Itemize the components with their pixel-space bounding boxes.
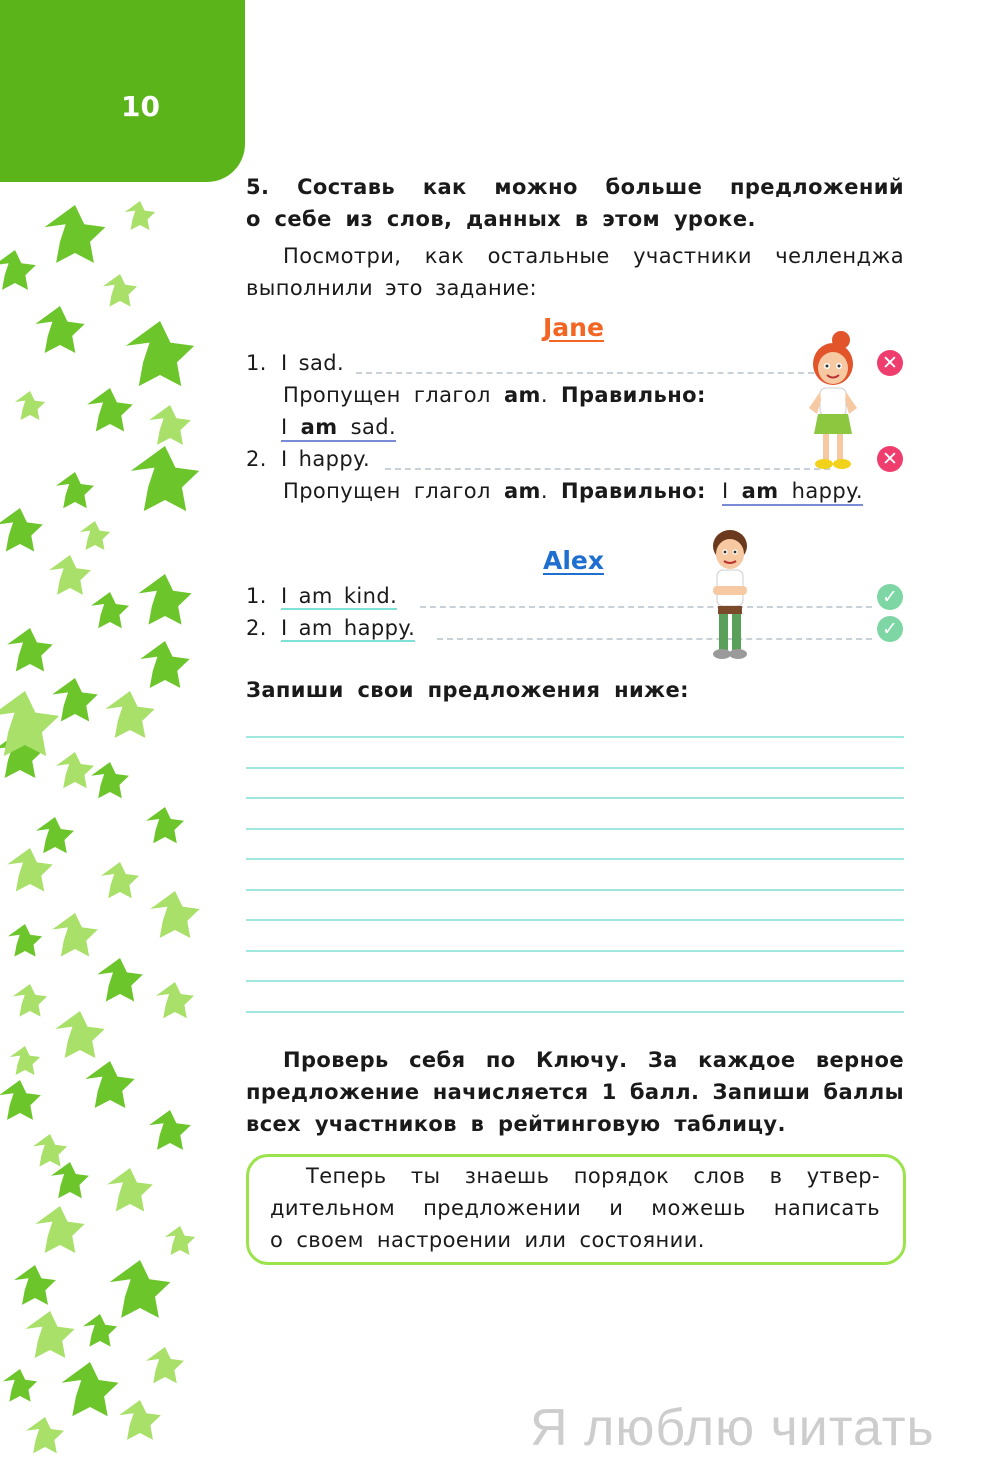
star-icon: [91, 592, 129, 628]
star-icon: [140, 641, 189, 688]
star-icon: [138, 574, 191, 625]
star-icon: [55, 1011, 104, 1058]
stars-decoration: [0, 182, 215, 1467]
star-icon: [15, 391, 45, 420]
jane-girl-illustration: [803, 330, 863, 472]
star-icon: [3, 1369, 37, 1402]
writing-line[interactable]: [246, 919, 904, 921]
star-icon: [0, 691, 59, 756]
star-icon: [7, 848, 53, 891]
star-icon: [51, 1162, 89, 1198]
note-line3: о своем настроении или состоянии.: [270, 1228, 705, 1252]
jane-item-text: I sad.: [281, 351, 345, 375]
dashed-line: [437, 638, 872, 640]
dashed-line: [385, 468, 830, 470]
star-icon: [80, 521, 110, 550]
check-line3: всех участников в рейтинговую таблицу.: [246, 1112, 786, 1136]
star-icon: [119, 1400, 161, 1440]
star-icon: [33, 1134, 67, 1167]
star-icon: [156, 982, 194, 1018]
writing-line[interactable]: [246, 828, 904, 830]
star-icon: [149, 405, 191, 445]
star-icon: [36, 817, 74, 853]
alex-item-text: I am kind.: [281, 584, 398, 608]
star-icon: [125, 201, 155, 230]
star-icon: [62, 1362, 119, 1416]
star-icon: [25, 1311, 74, 1358]
star-icon: [52, 678, 98, 721]
wrong-icon: ✕: [877, 446, 903, 472]
jane-item-number: 1.: [246, 351, 267, 375]
alex-heading: Alex: [543, 546, 604, 575]
star-icon: [26, 1417, 64, 1453]
alex-item-text: I am happy.: [281, 616, 416, 640]
star-icon: [10, 1046, 40, 1075]
dashed-line: [420, 606, 872, 608]
star-icon: [0, 508, 43, 551]
star-icon: [35, 306, 84, 353]
jane-correction-1: Пропущен глагол am. Правильно:: [283, 383, 706, 407]
note-line2: дительном предложении и можешь написать: [270, 1196, 880, 1220]
task-title-text: Составь как можно больше предложений: [297, 175, 904, 199]
jane-correction-2: Пропущен глагол am. Правильно:: [283, 479, 706, 503]
star-icon: [165, 1226, 195, 1255]
star-icon: [56, 472, 94, 508]
star-icon: [91, 762, 129, 798]
star-icon: [8, 924, 42, 957]
task-title-line1: [246, 171, 904, 203]
star-icon: [0, 250, 36, 290]
star-icon: [83, 1314, 117, 1347]
star-icon: [49, 555, 91, 595]
star-icon: [85, 1061, 134, 1108]
star-icon: [13, 984, 47, 1017]
page-number: 10: [121, 90, 160, 123]
star-icon: [110, 1260, 171, 1318]
writing-line[interactable]: [246, 889, 904, 891]
wrong-icon: ✕: [877, 350, 903, 376]
star-icon: [131, 446, 199, 511]
star-icon: [56, 752, 94, 788]
star-icon: [52, 913, 98, 956]
writing-line[interactable]: [246, 1011, 904, 1013]
writing-line[interactable]: [246, 950, 904, 952]
star-icon: [45, 205, 106, 263]
dashed-line: [356, 372, 834, 374]
task-intro-line1: Посмотри, как остальные участники челленджа: [283, 244, 904, 268]
star-icon: [97, 958, 143, 1001]
star-icon: [14, 1265, 56, 1305]
task-intro-line2: выполнили это задание:: [246, 276, 537, 300]
task-title-line2: о себе из слов, данных в этом уроке.: [246, 207, 756, 231]
check-line2: предложение начисляется 1 балл. Запиши баллы: [246, 1080, 904, 1104]
note-line1: Теперь ты знаешь порядок слов в утвер-: [306, 1164, 880, 1188]
alex-item-number: 1.: [246, 584, 267, 608]
writing-line[interactable]: [246, 767, 904, 769]
star-icon: [0, 1080, 41, 1120]
star-icon: [149, 1110, 191, 1150]
alex-item-number: 2.: [246, 616, 267, 640]
write-prompt: Запиши свои предложения ниже:: [246, 678, 689, 702]
star-icon: [107, 1168, 153, 1211]
writing-line[interactable]: [246, 797, 904, 799]
watermark: Я люблю читать: [530, 1399, 935, 1457]
star-icon: [150, 891, 199, 938]
star-icon: [7, 628, 53, 671]
jane-item-text: I happy.: [281, 447, 371, 471]
check-line1: Проверь себя по Ключу. За каждое верное: [283, 1048, 904, 1072]
writing-line[interactable]: [246, 736, 904, 738]
star-icon: [146, 807, 184, 843]
star-icon: [126, 321, 194, 386]
check-icon: ✓: [877, 584, 903, 610]
jane-item-number: 2.: [246, 447, 267, 471]
star-icon: [105, 691, 154, 738]
jane-heading: Jane: [543, 313, 604, 342]
writing-line[interactable]: [246, 980, 904, 982]
star-icon: [101, 862, 139, 898]
star-icon: [103, 274, 137, 307]
alex-boy-illustration: [700, 526, 760, 660]
task-number: 5.: [246, 175, 270, 199]
star-icon: [146, 1347, 184, 1383]
jane-correct-answer-1: I am sad.: [281, 411, 396, 443]
star-icon: [35, 1206, 84, 1253]
jane-correct-answer-2: I am happy.: [722, 475, 863, 507]
check-icon: ✓: [877, 616, 903, 642]
star-icon: [87, 388, 133, 431]
writing-line[interactable]: [246, 858, 904, 860]
